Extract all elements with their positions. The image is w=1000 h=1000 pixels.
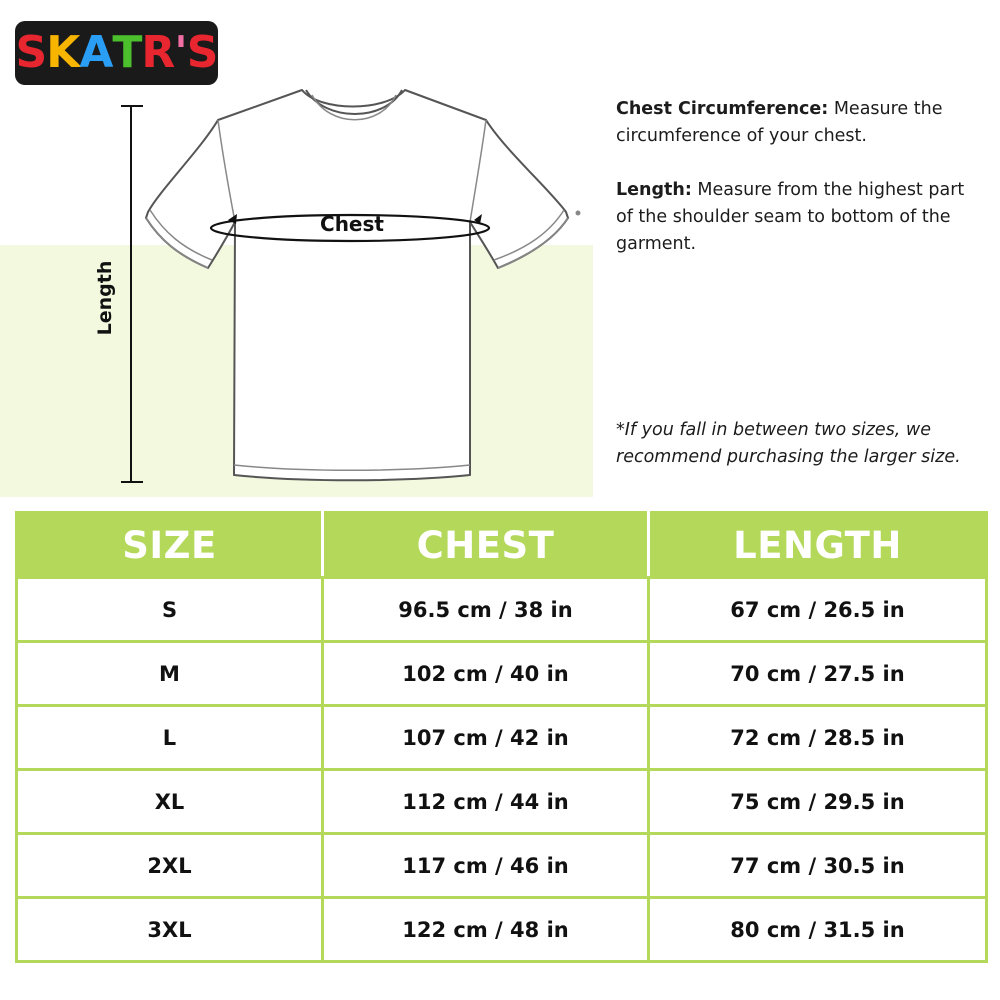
table-row [17,834,987,898]
length-description [616,177,976,258]
size-cell: XL [17,770,323,834]
length-cell: 67 cm / 26.5 in [649,578,987,642]
length-cell: 72 cm / 28.5 in [649,706,987,770]
length-cell: 77 cm / 30.5 in [649,834,987,898]
chest-description-term: Chest Circumference: [616,99,829,119]
logo-letter: S [15,27,47,78]
header-size: SIZE [17,513,323,578]
table-header-row [17,513,987,578]
header-length: LENGTH [649,513,987,578]
chest-cell: 107 cm / 42 in [323,706,649,770]
chest-cell: 117 cm / 46 in [323,834,649,898]
length-label: Length [94,260,116,336]
length-description-term: Length: [616,180,692,200]
logo-letter: S [186,27,218,78]
logo-letter: A [79,27,113,78]
table-row [17,706,987,770]
logo-letter: K [46,27,80,78]
chest-cell: 112 cm / 44 in [323,770,649,834]
chest-description [616,96,976,150]
chest-label: Chest [320,212,384,236]
length-cell: 70 cm / 27.5 in [649,642,987,706]
size-cell: 3XL [17,898,323,962]
size-chart-table [15,511,988,963]
chest-cell: 102 cm / 40 in [323,642,649,706]
length-measure-line [121,106,143,482]
table-row [17,898,987,962]
table-row [17,578,987,642]
sizing-note: *If you fall in between two sizes, we recommend purchasing the larger size. [616,420,961,467]
table-row [17,770,987,834]
size-cell: L [17,706,323,770]
logo-letter: ' [174,27,187,78]
size-cell: M [17,642,323,706]
length-description-text: Measure from the highest part of the shoulder seam to bottom of the garment. [616,180,965,254]
length-cell: 75 cm / 29.5 in [649,770,987,834]
table-row [17,642,987,706]
tshirt-outline-icon [146,90,581,480]
logo-letter: R [141,27,175,78]
length-cell: 80 cm / 31.5 in [649,898,987,962]
size-cell: 2XL [17,834,323,898]
tshirt-diagram [0,0,600,500]
chest-cell: 122 cm / 48 in [323,898,649,962]
chest-description-text: Measure the circumference of your chest. [616,99,943,146]
size-cell: S [17,578,323,642]
logo-letter: T [112,27,142,78]
header-chest: CHEST [323,513,649,578]
chest-cell: 96.5 cm / 38 in [323,578,649,642]
